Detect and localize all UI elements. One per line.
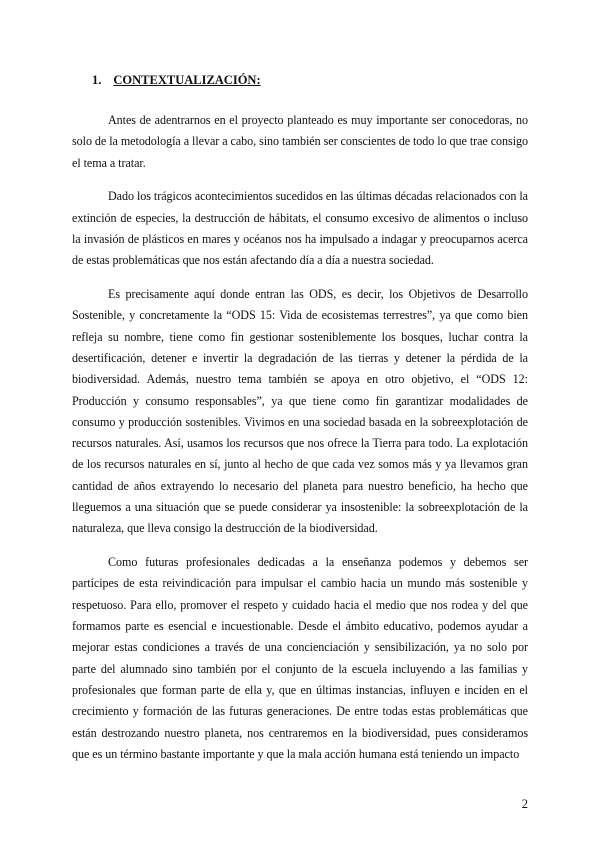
- paragraph-1: Antes de adentrarnos en el proyecto planteado es muy importante ser conocedoras, no solo de la metodología a llevar a cabo, sino también ser conscientes de todo lo que trae consigo el tema a tratar.: [72, 113, 528, 170]
- section-heading: [92, 73, 261, 88]
- page-number: 2: [521, 797, 528, 811]
- paragraph-3: Es precisamente aquí donde entran las ODS, es decir, los Objetivos de Desarrollo Sostenible, y concretamente la “ODS 15: Vida de ecosistemas terrestres”, ya que como bien refleja su nombre, tiene como fin gestionar sosteniblemente los bosques, luchar contra la desertificación, detener e invertir la degradación de las tierras y detener la pérdida de la biodiversidad. Además, nuestro tema también se apoya en otro objetivo, el “ODS 12: Producción y consumo responsables”, ya que tiene como fin garantizar modalidades de consumo y producción sostenibles. Vivimos en una sociedad basada en la sobreexplotación de recursos naturales. Así, usamos los recursos que nos ofrece la Tierra para todo. La explotación de los recursos naturales en sí, junto al hecho de que cada vez somos más y ya llevamos gran cantidad de años extrayendo lo necesario del planeta para nuestro beneficio, ha hecho que lleguemos a una situación que se puede considerar ya insostenible: la sobreexplotación de la naturaleza, que lleva consigo la destrucción de la biodiversidad.: [72, 287, 528, 536]
- paragraph-2: Dado los trágicos acontecimientos sucedidos en las últimas décadas relacionados con la extinción de especies, la destrucción de hábitats, el consumo excesivo de alimentos o incluso la invasión de plásticos en mares y océanos nos ha impulsado a indagar y preocuparnos acerca de estas problemáticas que nos están afectando día a día a nuestra sociedad.: [72, 189, 528, 268]
- paragraph-4: Como futuras profesionales dedicadas a la enseñanza podemos y debemos ser partícipes de esta reivindicación para impulsar el cambio hacia un mundo más sostenible y respetuoso. Para ello, promover el respeto y cuidado hacia el medio que nos rodea y del que formamos parte es esencial e incuestionable. Desde el ámbito educativo, podemos ayudar a mejorar estas condiciones a través de una concienciación y sensibilización, ya no solo por parte del alumnado sino también por el conjunto de la escuela incluyendo a las familias y profesionales que forman parte de ella y, que en últimas instancias, influyen e inciden en el crecimiento y formación de las futuras generaciones. De entre todas estas problemáticas que están destrozando nuestro planeta, nos centraremos en la biodiversidad, pues consideramos que es un término bastante importante y que la mala acción humana está teniendo un impacto: [72, 555, 528, 761]
- section-number: 1.: [92, 73, 102, 87]
- section-title: CONTEXTUALIZACIÓN:: [113, 73, 261, 87]
- body-text: [72, 110, 528, 778]
